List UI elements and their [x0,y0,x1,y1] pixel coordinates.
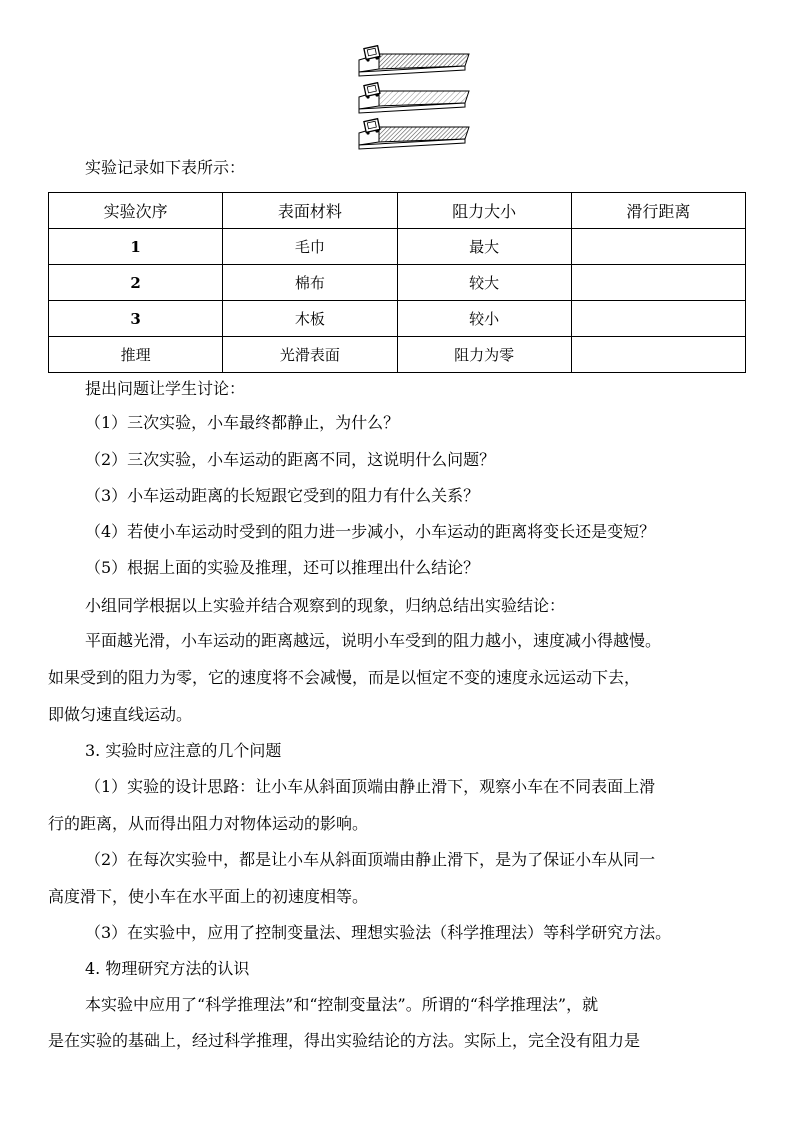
cell-order: 2 [49,265,223,301]
note-2-line-2: 高度滑下，使小车在水平面上的初速度相等。 [48,887,369,906]
note-3-line-1: （3）在实验中，应用了控制变量法、理想实验法（科学推理法）等科学研究方法。 [85,923,672,942]
question-3: （3）小车运动距离的长短跟它受到的阻力有什么关系？ [85,486,480,505]
cell-distance [571,301,745,337]
ramp-cotton [359,83,469,113]
cell-order: 3 [49,301,223,337]
final-line-1: 本实验中应用了“科学推理法”和“控制变量法”。所谓的“科学推理法”，就 [85,995,599,1014]
cell-order: 推理 [49,337,223,373]
table-row [49,229,746,265]
ramp-towel [359,46,469,76]
cell-resistance: 较大 [397,265,571,301]
final-line-2: 是在实验的基础上，经过科学推理，得出实验结论的方法。实际上，完全没有阻力是 [48,1031,641,1050]
cell-distance [571,337,745,373]
header-order: 实验次序 [49,193,223,229]
cart-on-ramp-diagram [357,42,475,152]
cell-surface: 光滑表面 [223,337,397,373]
table-row [49,265,746,301]
question-4: （4）若使小车运动时受到的阻力进一步减小，小车运动的距离将变长还是变短？ [85,522,656,541]
question-2: （2）三次实验，小车运动的距离不同，这说明什么问题？ [85,450,496,469]
question-1: （1）三次实验，小车最终都静止，为什么？ [85,413,400,432]
table-row [49,337,746,373]
conclusion-line-3: 即做匀速直线运动。 [48,705,193,724]
cell-surface: 木板 [223,301,397,337]
ramp-wood [359,119,469,149]
cell-distance [571,229,745,265]
note-2-line-1: （2）在每次实验中，都是让小车从斜面顶端由静止滑下，是为了保证小车从同一 [85,850,656,869]
cell-order: 1 [49,229,223,265]
table-header-row [49,193,746,229]
experiment-record-table [48,192,746,373]
question-5: （5）根据上面的实验及推理，还可以推理出什么结论？ [85,558,480,577]
discussion-title: 提出问题让学生讨论： [85,379,246,398]
table-row [49,301,746,337]
note-1-line-1: （1）实验的设计思路：让小车从斜面顶端由静止滑下，观察小车在不同表面上滑 [85,777,656,796]
conclusion-intro: 小组同学根据以上实验并结合观察到的现象，归纳总结出实验结论： [85,596,566,615]
cell-resistance: 阻力为零 [397,337,571,373]
note-1-line-2: 行的距离，从而得出阻力对物体运动的影响。 [48,814,369,833]
conclusion-line-1: 平面越光滑，小车运动的距离越远，说明小车受到的阻力越小，速度减小得越慢。 [85,631,662,650]
header-distance: 滑行距离 [571,193,745,229]
table-intro-text: 实验记录如下表所示： [85,158,246,177]
cell-surface: 棉布 [223,265,397,301]
conclusion-line-2: 如果受到的阻力为零，它的速度将不会减慢，而是以恒定不变的速度永远运动下去， [48,668,641,687]
cell-surface: 毛巾 [223,229,397,265]
cell-resistance: 最大 [397,229,571,265]
header-surface: 表面材料 [223,193,397,229]
section-4-title: 4. 物理研究方法的认识 [85,959,250,978]
header-resistance: 阻力大小 [397,193,571,229]
section-3-title: 3. 实验时应注意的几个问题 [85,741,282,760]
cell-resistance: 较小 [397,301,571,337]
cell-distance [571,265,745,301]
